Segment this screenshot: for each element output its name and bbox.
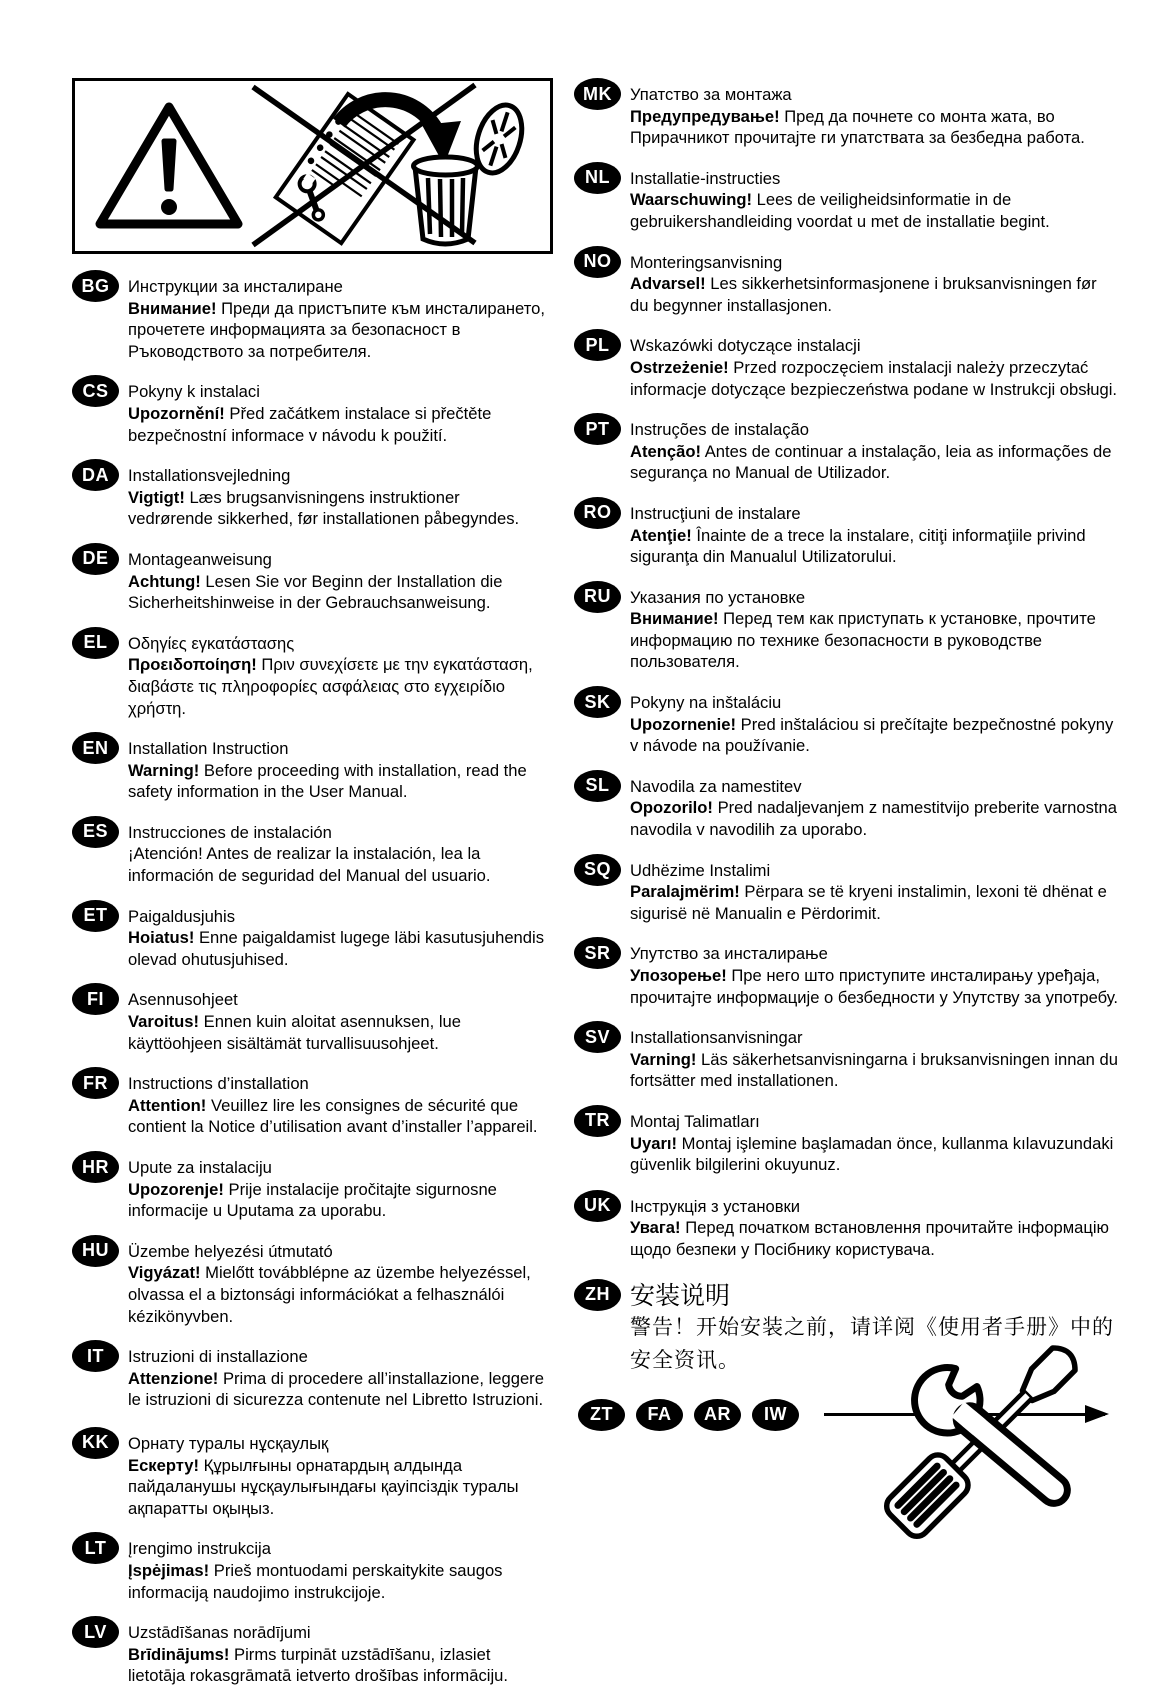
lang-warning-text: Внимание! Перед тем как приступать к установке, прочтите информацию по технике безопасности в руководстве пользователя. (630, 609, 1096, 672)
lang-warning-text: Warning! Before proceeding with installation, read the safety information in the User Manual. (128, 760, 527, 802)
lang-section-el (72, 627, 558, 719)
lang-badge-sq: SQ (574, 854, 621, 886)
lang-warning-text: Attention! Veuillez lire les consignes de sécurité que contient la Notice d’utilisation avant d’installer l’appareil. (128, 1095, 538, 1137)
lang-section-uk (574, 1190, 1119, 1261)
lang-section-da (72, 459, 558, 530)
lang-section-no (574, 246, 1119, 317)
lang-title: Instructions d’installation (128, 1074, 309, 1094)
lang-texts (630, 686, 1119, 757)
warning-word: Attention! (128, 1095, 207, 1115)
lang-section-es (72, 816, 558, 887)
lang-title: Installationsvejledning (128, 466, 291, 486)
lang-title: Упутство за инсталирање (630, 944, 828, 964)
lang-title: Montaj Talimatları (630, 1111, 760, 1131)
lang-warning-text: ¡Atención! Antes de realizar la instalación, lea la información de seguridad del Manual del usuario. (128, 844, 491, 886)
lang-warning-text: Varoitus! Ennen kuin aloitat asennuksen, lue käyttöohjeen sisältämät turvallisuusohjeet. (128, 1012, 462, 1053)
lang-title: 安装说明 (630, 1281, 731, 1310)
lang-badge-no: NO (574, 246, 621, 278)
lang-badge-fa: FA (636, 1399, 683, 1431)
lang-title: Орнату туралы нұсқаулық (128, 1433, 329, 1453)
lang-section-tr (574, 1105, 1119, 1176)
right-column (574, 78, 1119, 1431)
lang-warning-text: Įspėjimas! Prieš montuodami perskaitykite saugos informaciją naudojimo instrukcijoje. (128, 1560, 503, 1602)
lang-texts (630, 1105, 1119, 1176)
lang-warning-text: Upozorenje! Prije instalacije pročitajte sigurnosne informacije u Uputama za uporabu. (128, 1179, 497, 1221)
lang-section-pl (574, 329, 1119, 400)
lang-badge-sl: SL (574, 770, 621, 802)
lang-warning-text: Paralajmërim! Përpara se të kryeni instalimin, lexoni të dhënat e sigurisë në Manualin e Përdorimit. (630, 882, 1107, 923)
lang-texts (128, 1616, 546, 1687)
wrench-screwdriver-icon (848, 1328, 1096, 1563)
lang-texts (128, 732, 546, 803)
lang-texts (630, 78, 1119, 149)
lang-texts (128, 270, 546, 362)
lang-title: Uzstādīšanas norādījumi (128, 1623, 311, 1643)
lang-title: Installationsanvisningar (630, 1028, 803, 1048)
warning-word: Upozornenie! (630, 714, 737, 734)
lang-texts (128, 459, 546, 530)
warning-word: Attenzione! (128, 1368, 219, 1388)
warning-word: Uyarı! (630, 1133, 678, 1153)
warning-word: Upozornění! (128, 403, 225, 423)
warning-word: Įspėjimas! (128, 1560, 210, 1580)
lang-warning-text: Ескерту! Құрылғыны орнатардың алдында пайдаланушы нұсқаулығындағы қауіпсіздік туралы ақпаратты оқыңыз. (128, 1455, 519, 1518)
lang-title: Installatie-instructies (630, 168, 781, 188)
warning-word: Ескерту! (128, 1455, 200, 1475)
lang-badge-hu: HU (72, 1235, 119, 1267)
warning-triangle-icon (100, 107, 238, 224)
lang-section-cs (72, 375, 558, 446)
do-not-discard-manual-banner (72, 78, 553, 254)
lang-warning-text: Opozorilo! Pred nadaljevanjem z namestitvijo preberite varnostna navodila v navodilih za uporabo. (630, 798, 1117, 840)
lang-badge-lv: LV (72, 1616, 119, 1648)
lang-title: Udhëzime Instalimi (630, 860, 771, 880)
lang-title: Monteringsanvisning (630, 252, 783, 272)
lang-texts (630, 581, 1119, 673)
lang-section-sl (574, 770, 1119, 841)
lang-texts (630, 770, 1119, 841)
lang-section-bg (72, 270, 558, 362)
lang-badge-nl: NL (574, 162, 621, 194)
warning-word: Advarsel! (630, 274, 706, 294)
lang-section-lt (72, 1532, 558, 1603)
lang-texts (630, 1190, 1119, 1261)
left-column (72, 78, 558, 1700)
lang-badge-et: ET (72, 900, 119, 932)
lang-texts (128, 1151, 546, 1222)
lang-badge-fr: FR (72, 1067, 119, 1099)
warning-word: Waarschuwing! (630, 190, 753, 210)
warning-word: Внимание! (630, 609, 719, 629)
lang-texts (630, 937, 1119, 1008)
language-list-right (574, 78, 1119, 1377)
lang-texts (630, 329, 1119, 400)
lang-warning-text: Waarschuwing! Lees de veiligheidsinformatie in de gebruikershandleiding voordat u met de installatie begint. (630, 190, 1050, 231)
lang-warning-text: Vigtigt! Læs brugsanvisningens instruktioner vedrørende sikkerhed, før installationen påbegyndes. (128, 487, 520, 529)
lang-texts (630, 854, 1119, 925)
lang-warning-text: Varning! Läs säkerhetsanvisningarna i bruksanvisningen innan du fortsätter med installationen. (630, 1049, 1118, 1091)
lang-texts (128, 900, 546, 971)
lang-section-sk (574, 686, 1119, 757)
lang-badge-sr: SR (574, 937, 621, 969)
lang-texts (630, 246, 1119, 317)
lang-texts (630, 413, 1119, 484)
warning-word: Hoiatus! (128, 928, 195, 948)
lang-texts (128, 543, 546, 614)
lang-section-ru (574, 581, 1119, 673)
lang-section-nl (574, 162, 1119, 233)
lang-section-hr (72, 1151, 558, 1222)
lang-badge-cs: CS (72, 375, 119, 407)
lang-title: Montageanweisung (128, 549, 272, 569)
warning-word: Предупредување! (630, 106, 780, 126)
lang-title: Pokyny na inštaláciu (630, 693, 782, 713)
lang-title: Upute za instalaciju (128, 1158, 272, 1177)
lang-title: Инструкции за инсталиране (128, 277, 343, 296)
lang-warning-text: Увага! Перед початком встановлення прочитайте інформацію щодо безпеки у Посібнику користувача. (630, 1218, 1110, 1259)
warning-word: Внимание! (128, 298, 217, 318)
lang-texts (128, 627, 546, 719)
warning-word: Увага! (630, 1218, 681, 1238)
lang-section-en (72, 732, 558, 803)
lang-title: Navodila za namestitev (630, 776, 802, 796)
lang-section-sq (574, 854, 1119, 925)
language-list-left (72, 270, 558, 1687)
lang-warning-text: Προειδοποίηση! Πριν συνεχίσετε με την εγκατάσταση, διαβάστε τις πληροφορίες ασφάλειας στο εγχειρίδιο χρήστη. (128, 655, 533, 718)
lang-section-kk (72, 1427, 558, 1519)
lang-badge-zt: ZT (578, 1399, 625, 1431)
lang-section-sr (574, 937, 1119, 1008)
lang-badge-iw: IW (752, 1399, 799, 1431)
lang-badge-bg: BG (72, 270, 119, 302)
lang-section-it (72, 1340, 558, 1411)
lang-texts (128, 1340, 546, 1411)
lang-warning-text: Upozornění! Před začátkem instalace si přečtěte bezpečnostní informace v návodu k použití. (128, 403, 492, 445)
lang-badge-es: ES (72, 816, 119, 848)
warning-word: Opozorilo! (630, 798, 713, 818)
lang-texts (630, 497, 1119, 568)
lang-title: Указания по установке (630, 587, 806, 607)
lang-section-de (72, 543, 558, 614)
lang-title: Istruzioni di installazione (128, 1347, 308, 1367)
lang-warning-text: Ostrzeżenie! Przed rozpoczęciem instalacji należy przeczytać informacje dotyczące bezpieczeństwa podane w Instrukcji obsługi. (630, 357, 1118, 399)
lang-badge-hr: HR (72, 1151, 119, 1183)
lang-warning-text: Vigyázat! Mielőtt továbblépne az üzembe helyezéssel, olvassa el a biztonsági információkat a felhasználói kézikönyvben. (128, 1263, 531, 1326)
lang-warning-text: Внимание! Преди да пристъпите към инсталирането, прочетете информацията за безопасност в Ръководството за потребителя. (128, 298, 545, 361)
lang-title: Οδηγίες εγκατάστασης (128, 633, 295, 653)
lang-title: Įrengimo instrukcija (128, 1539, 271, 1559)
lang-texts (128, 1427, 546, 1519)
lang-title: Asennusohjeet (128, 990, 238, 1010)
lang-badge-de: DE (72, 543, 119, 575)
lang-title: Installation Instruction (128, 739, 289, 759)
warning-word: Vigtigt! (128, 487, 185, 507)
lang-badge-el: EL (72, 627, 119, 659)
lang-badge-pl: PL (574, 329, 621, 361)
lang-section-lv (72, 1616, 558, 1687)
lang-badge-ru: RU (574, 581, 621, 613)
warning-word: Atenţie! (630, 525, 692, 545)
lang-badge-ar: AR (694, 1399, 741, 1431)
lang-badge-zh: ZH (574, 1279, 621, 1311)
lang-texts (128, 983, 546, 1054)
warning-word: Varning! (630, 1049, 697, 1069)
warning-word: ¡Atención! (128, 844, 203, 864)
lang-warning-text: Achtung! Lesen Sie vor Beginn der Installation die Sicherheitshinweise in der Gebrauchsanweisung. (128, 571, 503, 613)
lang-warning-text: Brīdinājums! Pirms turpināt uzstādīšanu, izlasiet lietotāja rokasgrāmatā ietverto drošības informāciju. (128, 1644, 508, 1686)
lang-warning-text: Hoiatus! Enne paigaldamist lugege läbi kasutusjuhendis olevad ohutusjuhised. (128, 928, 545, 969)
lang-section-et (72, 900, 558, 971)
lang-title: Üzembe helyezési útmutató (128, 1241, 333, 1261)
lang-badge-sk: SK (574, 686, 621, 718)
lang-badge-fi: FI (72, 983, 119, 1015)
lang-texts (128, 816, 546, 887)
lang-badge-uk: UK (574, 1190, 621, 1222)
warning-word: Upozorenje! (128, 1179, 224, 1199)
lang-badge-mk: MK (574, 78, 621, 110)
warning-word: Vigyázat! (128, 1263, 201, 1283)
lang-badge-it: IT (72, 1340, 119, 1372)
lang-section-pt (574, 413, 1119, 484)
warning-word: Warning! (128, 760, 200, 780)
lang-section-fr (72, 1067, 558, 1138)
lang-warning-text: Attenzione! Prima di procedere all’installazione, leggere le istruzioni di sicurezza contenute nel Libretto Istruzioni. (128, 1368, 544, 1410)
warning-word: Brīdinājums! (128, 1644, 230, 1664)
warning-word: Atenção! (630, 441, 701, 461)
lang-title: Інструкція з установки (630, 1196, 801, 1216)
lang-warning-text: 警告！开始安装之前，请详阅《使用者手册》中的安全资讯。 (630, 1315, 1114, 1372)
warning-word: Varoitus! (128, 1012, 200, 1032)
lang-section-sv (574, 1021, 1119, 1092)
lang-warning-text: Advarsel! Les sikkerhetsinformasjonene i bruksanvisningen før du begynner installasjonen. (630, 274, 1097, 315)
lang-section-hu (72, 1235, 558, 1327)
warning-word: Ostrzeżenie! (630, 357, 729, 377)
lang-badge-da: DA (72, 459, 119, 491)
lang-texts (128, 1532, 546, 1603)
lang-title: Instruções de instalação (630, 420, 809, 440)
warning-word: Προειδοποίηση! (128, 655, 257, 675)
lang-warning-text: Upozornenie! Pred inštaláciou si prečítajte bezpečnostné pokyny v návode na používanie. (630, 714, 1114, 756)
lang-texts (128, 1235, 546, 1327)
lang-badge-lt: LT (72, 1532, 119, 1564)
lang-title: Instrucţiuni de instalare (630, 503, 801, 523)
lang-title: Paigaldusjuhis (128, 906, 236, 926)
lang-title: Pokyny k instalaci (128, 382, 260, 402)
lang-title: Упатство за монтажа (630, 85, 792, 104)
lang-section-ro (574, 497, 1119, 568)
lang-title: Wskazówki dotyczące instalacji (630, 336, 861, 356)
lang-badge-tr: TR (574, 1105, 621, 1137)
lang-badge-kk: KK (72, 1427, 119, 1459)
warning-word: Упозорење! (630, 966, 727, 985)
lang-texts (630, 162, 1119, 233)
lang-texts (128, 375, 546, 446)
lang-badge-sv: SV (574, 1021, 621, 1053)
do-not-discard-manual-icon (75, 81, 550, 251)
lang-warning-text: Упозорење! Пре него што приступите инсталирању уређаја, прочитајте информације о безбедности у Упутству за употребу. (630, 966, 1119, 1007)
lang-warning-text: Предупредување! Пред да почнете со монта жата, во Прирачникот прочитајте ги упатствата за безбедна работа. (630, 106, 1085, 148)
warning-word: Paralajmërim! (630, 882, 740, 902)
lang-title: Instrucciones de instalación (128, 822, 332, 842)
lang-warning-text: Atenţie! Înainte de a trece la instalare, citiţi informaţiile privind siguranţa din Manualul Utilizatorului. (630, 525, 1086, 567)
lang-warning-text: Uyarı! Montaj işlemine başlamadan önce, kullanma kılavuzundaki güvenlik bilgilerini okuyunuz. (630, 1133, 1114, 1175)
lang-badge-en: EN (72, 732, 119, 764)
lang-badge-ro: RO (574, 497, 621, 529)
lang-section-mk (574, 78, 1119, 149)
lang-section-fi (72, 983, 558, 1054)
warning-word: Achtung! (128, 571, 201, 591)
lang-warning-text: Atenção! Antes de continuar a instalação, leia as informações de segurança no Manual de Utilizador. (630, 441, 1112, 483)
lang-texts (630, 1021, 1119, 1092)
lang-badge-pt: PT (574, 413, 621, 445)
lang-texts (128, 1067, 546, 1138)
